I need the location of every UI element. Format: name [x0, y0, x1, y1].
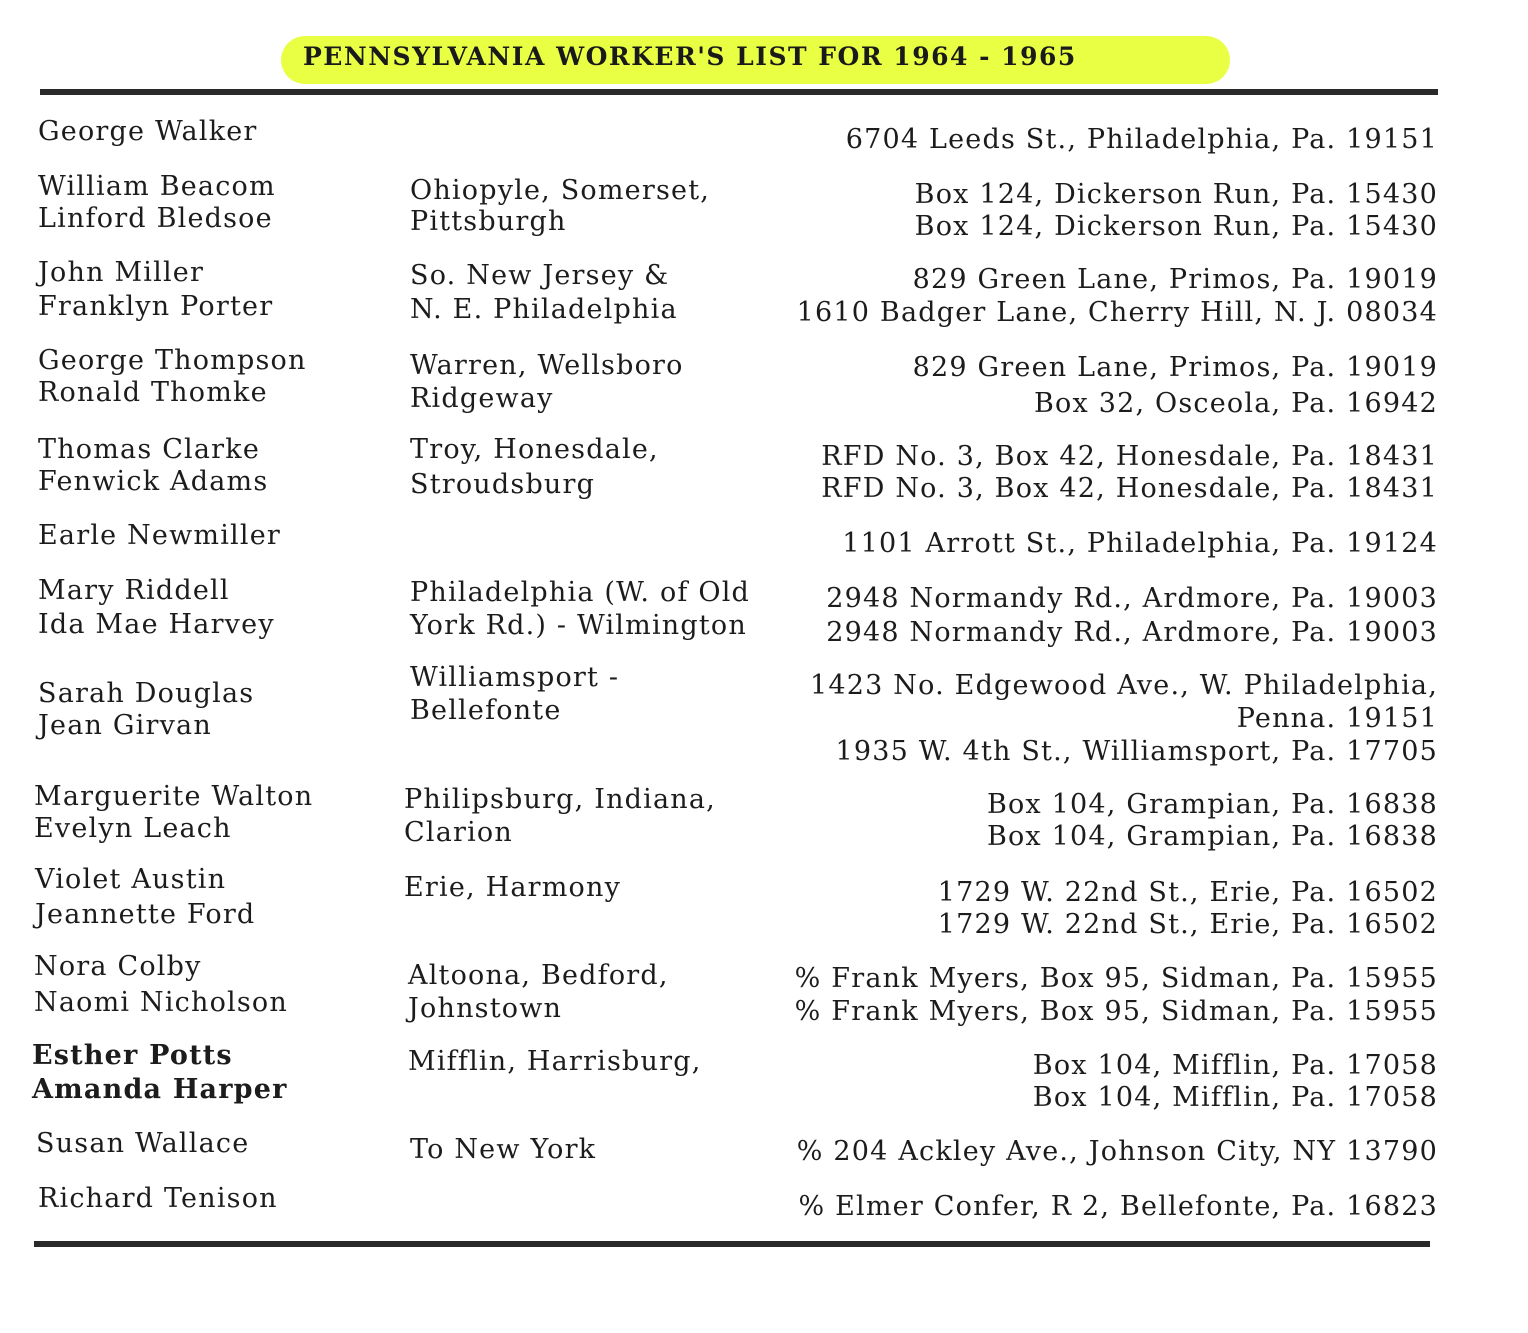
worker-address: 829 Green Lane, Primos, Pa. 19019: [912, 264, 1438, 295]
worker-address: % 204 Ackley Ave., Johnson City, NY 13790: [796, 1136, 1438, 1167]
worker-name: Jean Girvan: [38, 710, 212, 741]
worker-name: Linford Bledsoe: [38, 203, 273, 234]
worker-name: Esther Potts: [32, 1040, 233, 1071]
worker-name: Ida Mae Harvey: [38, 609, 275, 640]
worker-name: Franklyn Porter: [38, 291, 274, 322]
worker-address: 1935 W. 4th St., Williamsport, Pa. 17705: [835, 736, 1438, 767]
worker-address: Box 104, Mifflin, Pa. 17058: [1032, 1082, 1438, 1113]
worker-address: Box 124, Dickerson Run, Pa. 15430: [914, 211, 1438, 242]
worker-area: Ridgeway: [410, 383, 554, 414]
worker-address: Box 104, Grampian, Pa. 16838: [986, 821, 1438, 852]
worker-area: N. E. Philadelphia: [410, 294, 678, 325]
worker-area: Stroudsburg: [410, 469, 596, 500]
worker-name: Ronald Thomke: [38, 377, 268, 408]
worker-area: Pittsburgh: [410, 206, 567, 237]
worker-area: Johnstown: [408, 993, 563, 1024]
worker-area: York Rd.) - Wilmington: [410, 610, 747, 641]
worker-name: Naomi Nicholson: [34, 987, 288, 1018]
worker-name: Richard Tenison: [38, 1183, 278, 1214]
worker-address: % Frank Myers, Box 95, Sidman, Pa. 15955: [794, 996, 1438, 1027]
worker-address: Box 104, Grampian, Pa. 16838: [986, 789, 1438, 820]
worker-name: Mary Riddell: [38, 575, 230, 606]
worker-name: George Walker: [38, 116, 258, 147]
worker-area: Erie, Harmony: [404, 872, 622, 903]
worker-area: Clarion: [404, 817, 513, 848]
worker-address: 1610 Badger Lane, Cherry Hill, N. J. 08034: [796, 297, 1438, 328]
worker-area: Warren, Wellsboro: [410, 350, 684, 381]
worker-area: Altoona, Bedford,: [408, 960, 669, 991]
worker-area: To New York: [410, 1134, 597, 1165]
worker-address: 1729 W. 22nd St., Erie, Pa. 16502: [937, 909, 1438, 940]
worker-address: % Elmer Confer, R 2, Bellefonte, Pa. 16823: [798, 1191, 1438, 1222]
worker-name: Amanda Harper: [32, 1074, 288, 1105]
worker-name: Fenwick Adams: [38, 466, 269, 497]
worker-address: % Frank Myers, Box 95, Sidman, Pa. 15955: [794, 963, 1438, 994]
worker-area: Ohiopyle, Somerset,: [410, 175, 711, 206]
worker-address: 2948 Normandy Rd., Ardmore, Pa. 19003: [826, 617, 1438, 648]
worker-address: RFD No. 3, Box 42, Honesdale, Pa. 18431: [821, 441, 1438, 472]
top-divider: [40, 89, 1438, 95]
page-title: PENNSYLVANIA WORKER'S LIST FOR 1964 - 1965: [303, 42, 1077, 71]
worker-name: Evelyn Leach: [34, 813, 232, 844]
worker-address: 829 Green Lane, Primos, Pa. 19019: [912, 352, 1438, 383]
worker-address: RFD No. 3, Box 42, Honesdale, Pa. 18431: [821, 473, 1438, 504]
worker-area: So. New Jersey &: [410, 260, 670, 291]
worker-address: 1423 No. Edgewood Ave., W. Philadelphia,: [810, 670, 1438, 701]
worker-area: Philadelphia (W. of Old: [410, 577, 751, 608]
worker-area: [404, 784, 774, 816]
worker-address: Box 32, Osceola, Pa. 16942: [1034, 388, 1438, 419]
worker-name: William Beacom: [38, 171, 276, 202]
worker-area: Williamsport -: [410, 662, 620, 693]
worker-address: Box 124, Dickerson Run, Pa. 15430: [914, 179, 1438, 210]
bottom-divider: [34, 1241, 1430, 1247]
worker-name: Nora Colby: [34, 951, 202, 982]
worker-area: Bellefonte: [410, 695, 562, 726]
worker-address: Box 104, Mifflin, Pa. 17058: [1032, 1050, 1438, 1081]
worker-address: 2948 Normandy Rd., Ardmore, Pa. 19003: [826, 583, 1438, 614]
worker-name: Susan Wallace: [36, 1128, 250, 1159]
worker-name: Violet Austin: [35, 864, 227, 895]
worker-name: John Miller: [38, 257, 205, 288]
worker-area: Philipsburg, Indiana,: [404, 784, 716, 815]
worker-area: Mifflin, Harrisburg,: [408, 1046, 702, 1077]
worker-area: Troy, Honesdale,: [410, 434, 659, 465]
worker-name: George Thompson: [38, 345, 307, 376]
worker-name: Sarah Douglas: [38, 678, 255, 709]
worker-name: Thomas Clarke: [38, 434, 261, 465]
worker-address: 1101 Arrott St., Philadelphia, Pa. 19124: [842, 528, 1438, 559]
worker-address: Penna. 19151: [1236, 703, 1438, 734]
worker-address: 1729 W. 22nd St., Erie, Pa. 16502: [937, 877, 1438, 908]
worker-name: Marguerite Walton: [34, 781, 314, 812]
title-highlight: [281, 36, 1230, 84]
worker-address: 6704 Leeds St., Philadelphia, Pa. 19151: [845, 124, 1438, 155]
worker-name: Jeannette Ford: [35, 899, 256, 930]
worker-name: Earle Newmiller: [38, 520, 282, 551]
